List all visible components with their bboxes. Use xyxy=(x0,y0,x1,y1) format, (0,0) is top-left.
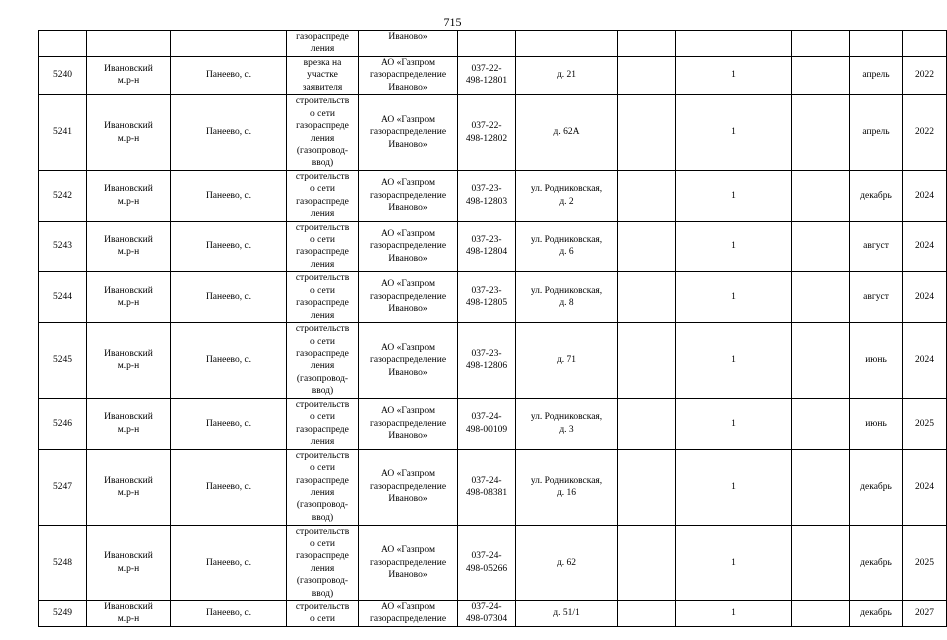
district-line: Ивановский xyxy=(104,235,153,246)
cell-year: 2022 xyxy=(903,56,947,94)
cell-organization xyxy=(359,95,458,171)
org-line: газораспределение xyxy=(369,355,447,366)
work-line: ввод) xyxy=(311,158,334,169)
cell-year: 2025 xyxy=(903,525,947,600)
address-line: д. 71 xyxy=(556,355,577,366)
code-line: 037-24- xyxy=(471,412,502,423)
cell-organization xyxy=(359,56,458,94)
work-line: газораспреде xyxy=(296,247,349,258)
cell-empty xyxy=(618,31,676,57)
district-line: м.р-н xyxy=(117,563,140,574)
work-line: ления xyxy=(310,209,335,220)
cell-number: 5244 xyxy=(39,272,87,323)
table-row xyxy=(39,56,947,94)
cell-empty xyxy=(618,398,676,449)
cell-empty xyxy=(458,31,516,57)
work-line: о сети xyxy=(310,614,335,625)
code-line: 037-22- xyxy=(471,121,502,132)
cell-district xyxy=(87,272,171,323)
table-row xyxy=(39,449,947,525)
district-line: м.р-н xyxy=(117,196,140,207)
district-line: м.р-н xyxy=(117,76,140,87)
work-line: газораспреде xyxy=(296,121,349,132)
work-line: ления xyxy=(310,310,335,321)
cell-empty xyxy=(618,525,676,600)
cell-number: 5241 xyxy=(39,95,87,171)
cell-empty xyxy=(792,525,850,600)
address-line: д. 62 xyxy=(556,557,577,568)
work-line: врезка на xyxy=(303,57,342,68)
cell-count: 1 xyxy=(676,56,792,94)
cell-address xyxy=(516,525,618,600)
org-line: Иваново» xyxy=(388,569,428,580)
cell-organization xyxy=(359,171,458,222)
cell-year: 2022 xyxy=(903,95,947,171)
cell-empty xyxy=(87,31,171,57)
cell-number: 5245 xyxy=(39,322,87,398)
district-line: Ивановский xyxy=(104,285,153,296)
code-line: 498-05266 xyxy=(465,563,508,574)
address-line: д. 51/1 xyxy=(553,608,580,619)
work-line: (газопровод- xyxy=(296,500,349,511)
cell-empty xyxy=(618,221,676,272)
cell-code xyxy=(458,95,516,171)
district-line: Ивановский xyxy=(104,121,153,132)
cell-district xyxy=(87,95,171,171)
cell-organization xyxy=(359,322,458,398)
code-line: 037-24- xyxy=(471,551,502,562)
cell-code xyxy=(458,221,516,272)
org-line: АО «Газпром xyxy=(380,178,435,189)
cell-month: декабрь xyxy=(850,171,903,222)
cell-month: декабрь xyxy=(850,525,903,600)
cell-empty xyxy=(618,600,676,626)
code-line: 498-12806 xyxy=(465,361,508,372)
cell-organization xyxy=(359,221,458,272)
work-line: (газопровод- xyxy=(296,145,349,156)
work-line: газораспреде xyxy=(296,551,349,562)
cell-year: 2025 xyxy=(903,398,947,449)
work-line: строительств xyxy=(295,96,350,107)
work-line: заявителя xyxy=(302,82,343,93)
work-line: строительств xyxy=(295,399,350,410)
table-row xyxy=(39,322,947,398)
objects-table xyxy=(38,30,947,627)
work-line: о сети xyxy=(310,108,335,119)
cell-number: 5242 xyxy=(39,171,87,222)
org-line: газораспределение xyxy=(369,70,447,81)
org-line: Иваново» xyxy=(388,32,428,42)
cell-work-type xyxy=(287,272,359,323)
work-line: ввод) xyxy=(311,588,334,599)
cell-empty xyxy=(618,56,676,94)
cell-number: 5246 xyxy=(39,398,87,449)
org-line: газораспределение xyxy=(369,241,447,252)
cell-count: 1 xyxy=(676,449,792,525)
table-body xyxy=(39,31,947,627)
work-line: газораспреде xyxy=(296,196,349,207)
work-line: о сети xyxy=(310,184,335,195)
org-line: Иваново» xyxy=(388,304,428,315)
cell-code xyxy=(458,525,516,600)
work-line: строительств xyxy=(295,222,350,233)
district-line: м.р-н xyxy=(117,361,140,372)
work-line: ления xyxy=(310,488,335,499)
work-line: о сети xyxy=(310,336,335,347)
work-line: строительств xyxy=(295,526,350,537)
work-line: ления xyxy=(310,437,335,448)
cell-address xyxy=(516,171,618,222)
address-line: д. 6 xyxy=(559,247,574,258)
work-line: о сети xyxy=(310,235,335,246)
cell-work-type xyxy=(287,449,359,525)
org-line: АО «Газпром xyxy=(380,57,435,68)
cell-address xyxy=(516,600,618,626)
address-line: д. 3 xyxy=(559,424,574,435)
code-line: 037-23- xyxy=(471,235,502,246)
work-line: (газопровод- xyxy=(296,576,349,587)
work-line: ления xyxy=(310,563,335,574)
work-line: строительств xyxy=(295,273,350,284)
cell-district xyxy=(87,221,171,272)
district-line: м.р-н xyxy=(117,247,140,258)
table-row xyxy=(39,221,947,272)
code-line: 037-24- xyxy=(471,601,502,612)
district-line: Ивановский xyxy=(104,184,153,195)
org-line: газораспределение xyxy=(369,291,447,302)
cell-code xyxy=(458,322,516,398)
table-row-fragment xyxy=(39,31,947,57)
address-line: ул. Родниковская, xyxy=(530,475,603,486)
cell-organization xyxy=(359,449,458,525)
cell-number: 5243 xyxy=(39,221,87,272)
work-line: ления xyxy=(310,361,335,372)
cell-work-type xyxy=(287,525,359,600)
cell-count: 1 xyxy=(676,600,792,626)
cell-empty xyxy=(792,95,850,171)
address-line: ул. Родниковская, xyxy=(530,285,603,296)
address-line: д. 8 xyxy=(559,298,574,309)
cell-organization xyxy=(359,600,458,626)
cell-locality: Панеево, с. xyxy=(171,221,287,272)
cell-locality: Панеево, с. xyxy=(171,449,287,525)
cell-empty xyxy=(618,171,676,222)
address-line: ул. Родниковская, xyxy=(530,412,603,423)
cell-empty xyxy=(618,272,676,323)
cell-district xyxy=(87,525,171,600)
cell-empty xyxy=(618,449,676,525)
cell-empty xyxy=(792,322,850,398)
cell-month: июнь xyxy=(850,322,903,398)
org-line: АО «Газпром xyxy=(380,406,435,417)
work-line: строительств xyxy=(295,601,350,612)
cell-count: 1 xyxy=(676,221,792,272)
cell-month: декабрь xyxy=(850,600,903,626)
work-line: о сети xyxy=(310,412,335,423)
cell-month: июнь xyxy=(850,398,903,449)
cell-empty xyxy=(618,95,676,171)
cell-locality: Панеево, с. xyxy=(171,95,287,171)
code-line: 498-12803 xyxy=(465,196,508,207)
code-line: 037-23- xyxy=(471,285,502,296)
cell-organization xyxy=(359,398,458,449)
work-line: (газопровод- xyxy=(296,373,349,384)
address-line: ул. Родниковская, xyxy=(530,184,603,195)
cell-district xyxy=(87,449,171,525)
work-line: газораспреде xyxy=(296,475,349,486)
cell-work-type xyxy=(287,398,359,449)
work-line: о сети xyxy=(310,463,335,474)
org-line: АО «Газпром xyxy=(380,279,435,290)
work-line: участке xyxy=(307,70,338,81)
cell-number: 5247 xyxy=(39,449,87,525)
district-line: Ивановский xyxy=(104,475,153,486)
org-line: АО «Газпром xyxy=(380,545,435,556)
table-row xyxy=(39,95,947,171)
district-line: м.р-н xyxy=(117,133,140,144)
cell-address xyxy=(516,221,618,272)
org-line: газораспределение xyxy=(369,481,447,492)
cell-number: 5240 xyxy=(39,56,87,94)
cell-empty xyxy=(792,31,850,57)
cell-month: декабрь xyxy=(850,449,903,525)
org-line: Иваново» xyxy=(388,139,428,150)
cell-district xyxy=(87,600,171,626)
cell-year: 2024 xyxy=(903,449,947,525)
cell-count: 1 xyxy=(676,95,792,171)
cell-count: 1 xyxy=(676,171,792,222)
address-line: д. 16 xyxy=(556,488,577,499)
cell-code xyxy=(458,56,516,94)
code-line: 037-23- xyxy=(471,349,502,359)
work-line: ления xyxy=(310,259,335,270)
cell-work-type xyxy=(287,171,359,222)
org-line: газораспределение xyxy=(369,190,447,201)
cell-empty xyxy=(792,221,850,272)
org-line: АО «Газпром xyxy=(380,228,435,239)
cell-work-type xyxy=(287,95,359,171)
cell-month: август xyxy=(850,272,903,323)
org-line: АО «Газпром xyxy=(380,342,435,353)
work-line: строительств xyxy=(295,324,350,335)
cell-locality: Панеево, с. xyxy=(171,272,287,323)
work-line: строительств xyxy=(295,172,350,183)
cell-address xyxy=(516,449,618,525)
cell-empty xyxy=(903,31,947,57)
cell-code xyxy=(458,171,516,222)
cell-year: 2024 xyxy=(903,171,947,222)
cell-count: 1 xyxy=(676,525,792,600)
cell-count: 1 xyxy=(676,322,792,398)
cell-locality: Панеево, с. xyxy=(171,322,287,398)
cell-code xyxy=(458,600,516,626)
cell-count: 1 xyxy=(676,272,792,323)
org-line: АО «Газпром xyxy=(380,601,435,612)
district-line: Ивановский xyxy=(104,551,153,562)
cell-empty xyxy=(792,398,850,449)
cell-empty xyxy=(792,272,850,323)
address-line: д. 21 xyxy=(556,70,577,81)
org-line: АО «Газпром xyxy=(380,114,435,125)
cell-empty xyxy=(516,31,618,57)
org-line: Иваново» xyxy=(388,430,428,441)
work-line: газораспреде xyxy=(296,32,349,42)
district-line: м.р-н xyxy=(117,614,140,625)
org-line: Иваново» xyxy=(388,82,428,93)
cell-year: 2024 xyxy=(903,322,947,398)
work-line: ввод) xyxy=(311,512,334,523)
cell-address xyxy=(516,322,618,398)
cell-code xyxy=(458,398,516,449)
code-line: 498-12804 xyxy=(465,247,508,258)
cell-address xyxy=(516,56,618,94)
cell-code xyxy=(458,272,516,323)
cell-district xyxy=(87,322,171,398)
cell-month: август xyxy=(850,221,903,272)
work-line: газораспреде xyxy=(296,349,349,359)
cell-locality: Панеево, с. xyxy=(171,525,287,600)
cell-district xyxy=(87,171,171,222)
code-line: 498-07304 xyxy=(465,614,508,625)
work-line: газораспреде xyxy=(296,298,349,309)
cell-code xyxy=(458,449,516,525)
cell-empty xyxy=(850,31,903,57)
cell-month: апрель xyxy=(850,95,903,171)
district-line: Ивановский xyxy=(104,349,153,359)
org-line: Иваново» xyxy=(388,367,428,378)
address-line: ул. Родниковская, xyxy=(530,235,603,246)
cell-locality: Панеево, с. xyxy=(171,398,287,449)
cell-work-type xyxy=(287,322,359,398)
cell-count: 1 xyxy=(676,398,792,449)
district-line: Ивановский xyxy=(104,64,153,75)
cell-organization xyxy=(359,525,458,600)
district-line: м.р-н xyxy=(117,298,140,309)
cell-locality: Панеево, с. xyxy=(171,171,287,222)
code-line: 037-23- xyxy=(471,184,502,195)
cell-district xyxy=(87,398,171,449)
cell-empty xyxy=(792,56,850,94)
cell-work-fragment xyxy=(287,31,359,57)
cell-work-type xyxy=(287,600,359,626)
address-line: д. 2 xyxy=(559,196,574,207)
district-line: Ивановский xyxy=(104,601,153,612)
work-line: ления xyxy=(310,44,335,55)
address-line: д. 62А xyxy=(553,127,580,138)
cell-organization xyxy=(359,272,458,323)
cell-empty xyxy=(792,600,850,626)
org-line: газораспределение xyxy=(369,614,447,625)
cell-work-type xyxy=(287,221,359,272)
cell-empty xyxy=(171,31,287,57)
cell-year: 2024 xyxy=(903,272,947,323)
work-line: о сети xyxy=(310,538,335,549)
cell-locality: Панеево, с. xyxy=(171,600,287,626)
code-line: 498-12802 xyxy=(465,133,508,144)
code-line: 037-24- xyxy=(471,475,502,486)
code-line: 037-22- xyxy=(471,64,502,75)
cell-district xyxy=(87,56,171,94)
district-line: Ивановский xyxy=(104,412,153,423)
work-line: ввод) xyxy=(311,386,334,397)
table-row xyxy=(39,600,947,626)
cell-month: апрель xyxy=(850,56,903,94)
cell-empty xyxy=(39,31,87,57)
work-line: газораспреде xyxy=(296,424,349,435)
table-row xyxy=(39,272,947,323)
cell-org-fragment xyxy=(359,31,458,57)
work-line: о сети xyxy=(310,285,335,296)
cell-empty xyxy=(676,31,792,57)
table-row xyxy=(39,525,947,600)
org-line: Иваново» xyxy=(388,494,428,505)
cell-empty xyxy=(792,449,850,525)
page-number: 715 xyxy=(443,15,462,29)
code-line: 498-12801 xyxy=(465,76,508,87)
code-line: 498-12805 xyxy=(465,298,508,309)
org-line: газораспределение xyxy=(369,127,447,138)
code-line: 498-00109 xyxy=(465,424,508,435)
org-line: газораспределение xyxy=(369,557,447,568)
org-line: газораспределение xyxy=(369,418,447,429)
cell-empty xyxy=(618,322,676,398)
cell-year: 2024 xyxy=(903,221,947,272)
org-line: Иваново» xyxy=(388,203,428,214)
district-line: м.р-н xyxy=(117,424,140,435)
cell-address xyxy=(516,95,618,171)
cell-number: 5249 xyxy=(39,600,87,626)
cell-address xyxy=(516,272,618,323)
code-line: 498-08381 xyxy=(465,488,508,499)
org-line: АО «Газпром xyxy=(380,469,435,480)
table-row xyxy=(39,398,947,449)
cell-work-type xyxy=(287,56,359,94)
cell-year: 2027 xyxy=(903,600,947,626)
work-line: ления xyxy=(310,133,335,144)
cell-empty xyxy=(792,171,850,222)
cell-address xyxy=(516,398,618,449)
work-line: строительств xyxy=(295,450,350,461)
district-line: м.р-н xyxy=(117,488,140,499)
cell-number: 5248 xyxy=(39,525,87,600)
cell-locality: Панеево, с. xyxy=(171,56,287,94)
table-row xyxy=(39,171,947,222)
org-line: Иваново» xyxy=(388,253,428,264)
